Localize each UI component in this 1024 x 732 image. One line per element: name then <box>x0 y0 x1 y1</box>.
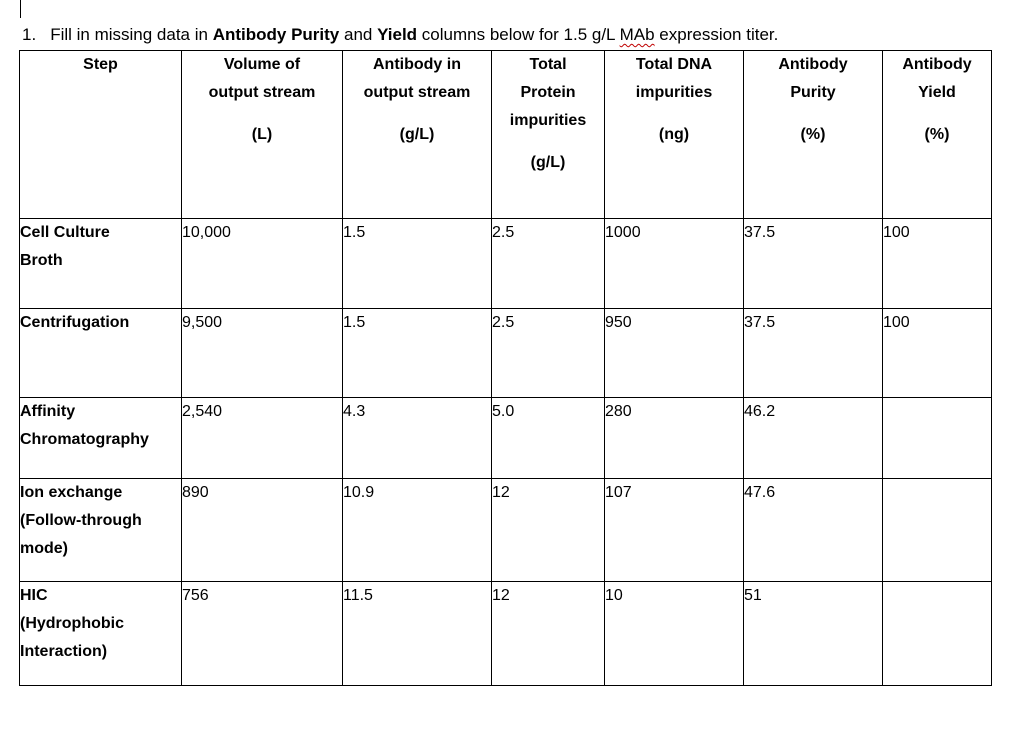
purity-cell: 47.6 <box>744 479 883 582</box>
header-purity: Antibody Purity (%) <box>744 51 883 219</box>
purity-cell: 51 <box>744 582 883 686</box>
header-dna: Total DNA impurities (ng) <box>605 51 744 219</box>
protein-cell: 12 <box>492 479 605 582</box>
table-row <box>20 309 992 398</box>
step-cell: Affinity Chromatography <box>20 398 182 479</box>
table-row <box>20 219 992 309</box>
volume-cell: 10,000 <box>182 219 343 309</box>
yield-cell[interactable] <box>883 582 992 686</box>
yield-cell[interactable] <box>883 479 992 582</box>
question-text-mid: columns below for 1.5 g/L <box>417 25 620 44</box>
yield-cell[interactable]: 100 <box>883 219 992 309</box>
antibody-cell: 4.3 <box>343 398 492 479</box>
dna-cell: 10 <box>605 582 744 686</box>
protein-cell: 2.5 <box>492 309 605 398</box>
antibody-cell: 1.5 <box>343 219 492 309</box>
volume-cell: 890 <box>182 479 343 582</box>
table-header-row <box>20 51 992 219</box>
protein-cell: 12 <box>492 582 605 686</box>
volume-cell: 9,500 <box>182 309 343 398</box>
table-row <box>20 479 992 582</box>
question-mab-spellcheck: MAb <box>619 25 655 44</box>
antibody-cell: 1.5 <box>343 309 492 398</box>
yield-cell[interactable] <box>883 398 992 479</box>
purity-cell: 37.5 <box>744 309 883 398</box>
question-text-and: and <box>339 25 378 44</box>
table-row <box>20 398 992 479</box>
header-step: Step <box>20 51 182 219</box>
question-bold-purity: Antibody Purity <box>212 25 340 44</box>
protein-cell: 5.0 <box>492 398 605 479</box>
question-number: 1. <box>22 25 37 44</box>
header-protein: Total Protein impurities (g/L) <box>492 51 605 219</box>
purification-table <box>19 50 992 686</box>
header-antibody: Antibody in output stream (g/L) <box>343 51 492 219</box>
question-prompt <box>22 24 778 46</box>
volume-cell: 2,540 <box>182 398 343 479</box>
table-row <box>20 582 992 686</box>
header-volume: Volume of output stream (L) <box>182 51 343 219</box>
step-cell: Cell Culture Broth <box>20 219 182 309</box>
antibody-cell: 10.9 <box>343 479 492 582</box>
header-yield: Antibody Yield (%) <box>883 51 992 219</box>
question-text-pre: Fill in missing data in <box>50 25 213 44</box>
dna-cell: 1000 <box>605 219 744 309</box>
dna-cell: 107 <box>605 479 744 582</box>
step-cell: HIC (Hydrophobic Interaction) <box>20 582 182 686</box>
step-cell: Ion exchange (Follow-through mode) <box>20 479 182 582</box>
volume-cell: 756 <box>182 582 343 686</box>
question-bold-yield: Yield <box>377 25 418 44</box>
dna-cell: 280 <box>605 398 744 479</box>
purity-cell: 37.5 <box>744 219 883 309</box>
step-cell: Centrifugation <box>20 309 182 398</box>
protein-cell: 2.5 <box>492 219 605 309</box>
yield-cell[interactable]: 100 <box>883 309 992 398</box>
purity-cell: 46.2 <box>744 398 883 479</box>
antibody-cell: 11.5 <box>343 582 492 686</box>
dna-cell: 950 <box>605 309 744 398</box>
text-cursor <box>20 0 21 18</box>
question-text-post: expression titer. <box>654 25 779 44</box>
